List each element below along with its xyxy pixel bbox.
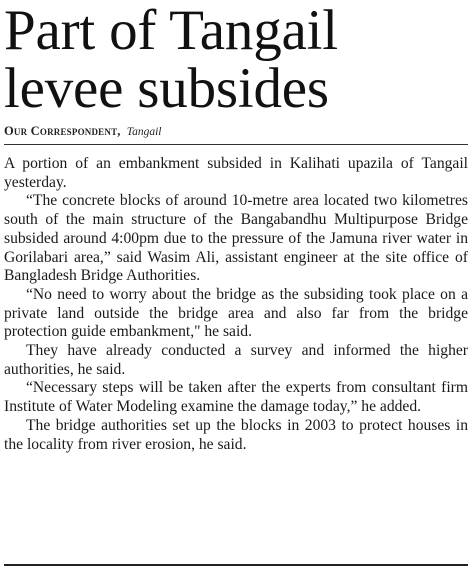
byline-location: Tangail bbox=[126, 126, 162, 138]
article-body bbox=[4, 155, 468, 454]
paragraph-5: “Necessary steps will be taken after the experts from consultant firm Institute of Water Modeling examine the damage today,” he added. bbox=[4, 379, 468, 416]
paragraph-6: The bridge authorities set up the blocks in 2003 to protect houses in the locality from river erosion, he said. bbox=[4, 416, 468, 453]
paragraph-2: “The concrete blocks of around 10-metre area located two kilometres south of the main structure of the Bangabandhu Multipurpose Bridge subsided around 4:00pm due to the pressure of the Jamuna river water in Gorilabari area,” said Wasim Ali, assistant engineer at the site office of Bangladesh Bridge Authorities. bbox=[4, 192, 468, 285]
byline-correspondent: Our Correspondent, bbox=[4, 124, 121, 138]
headline-line-2: levee subsides bbox=[4, 57, 329, 120]
byline bbox=[4, 124, 468, 145]
bottom-divider bbox=[4, 564, 468, 566]
paragraph-1: A portion of an embankment subsided in Kalihati upazila of Tangail yesterday. bbox=[4, 155, 468, 191]
paragraph-4: They have already conducted a survey and informed the higher authorities, he said. bbox=[4, 342, 468, 378]
paragraph-3: “No need to worry about the bridge as the subsiding took place on a private land outside the bridge area and also far from the bridge protection guide embankment," he said. bbox=[4, 285, 468, 341]
headline-line-1: Part of Tangail bbox=[4, 0, 338, 62]
headline bbox=[4, 2, 468, 118]
